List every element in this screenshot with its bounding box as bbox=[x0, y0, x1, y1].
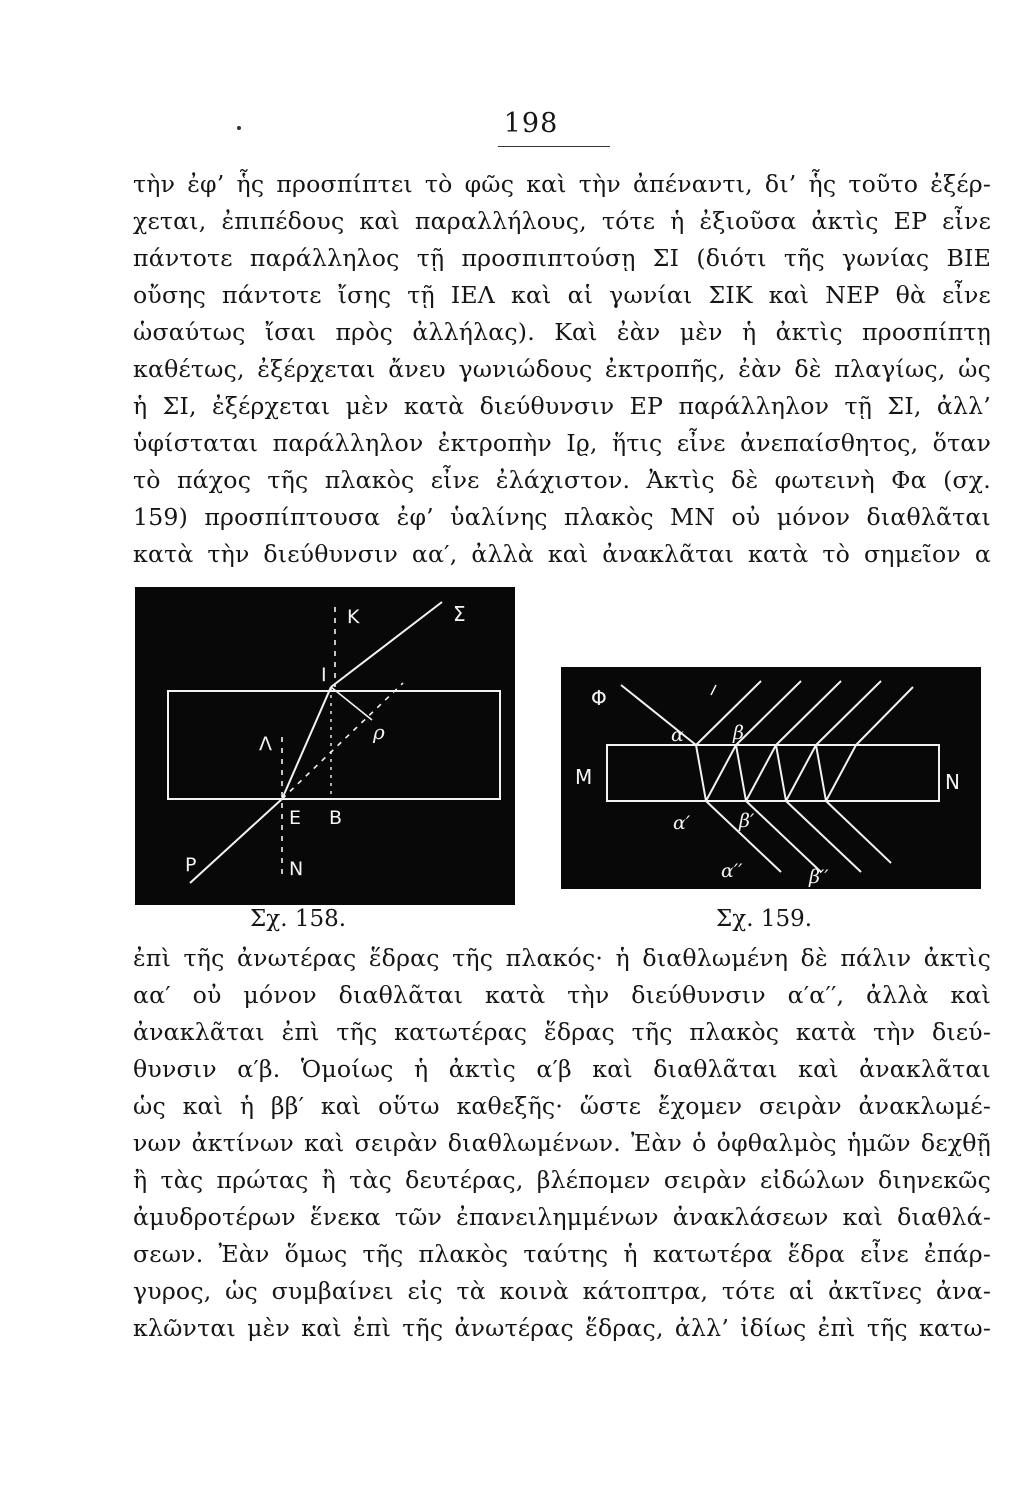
figure-159 bbox=[561, 667, 981, 889]
emergent-ray-3 bbox=[776, 681, 841, 745]
paragraph-top bbox=[133, 166, 991, 573]
text-line: θυνσιν α′β. Ὁμοίως ἡ ἀκτὶς α′β καὶ διαθλᾶται καὶ ἀνακλᾶται bbox=[133, 1055, 991, 1083]
label-b: β bbox=[733, 722, 744, 744]
text-line: τὸ πάχος τῆς πλακὸς εἶνε ἐλάχιστον. Ἀκτὶς δὲ φωτεινὴ Φα (σχ. bbox=[133, 466, 991, 494]
text-line: πάντοτε παράλληλος τῇ προσπιπτούσῃ ΣΙ (διότι τῆς γωνίας ΒΙΕ bbox=[133, 244, 991, 272]
label-a2: α′′ bbox=[721, 860, 743, 882]
extension-SI bbox=[282, 683, 403, 799]
glass-plate bbox=[168, 691, 500, 799]
label-B: Β bbox=[329, 807, 343, 829]
label-Phi: Φ bbox=[591, 686, 607, 710]
text-line: ἡ ΣΙ, ἐξέρχεται μὲν κατὰ διεύθυνσιν ΕΡ παράλληλον τῇ ΣΙ, ἀλλ’ bbox=[133, 392, 991, 420]
label-I: Ι bbox=[321, 664, 327, 686]
caption-159: Σχ. 159. bbox=[716, 906, 813, 932]
tick-mark bbox=[711, 685, 716, 695]
text-line: σεων. Ἐὰν ὅμως τῆς πλακὸς ταύτης ἡ κατωτέρα ἕδρα εἶνε ἐπάρ- bbox=[133, 1240, 991, 1268]
page-number-rule bbox=[498, 146, 610, 147]
figure-158 bbox=[135, 587, 515, 905]
text-line: ἀνακλᾶται ἐπὶ τῆς κατωτέρας ἕδρας τῆς πλακὸς κατὰ τὴν διεύ- bbox=[133, 1018, 991, 1046]
refract-b-b1 bbox=[736, 745, 746, 801]
text-line: κατὰ τὴν διεύθυνσιν αα′, ἀλλὰ καὶ ἀνακλᾶται κατὰ τὸ σημεῖον α bbox=[133, 540, 991, 568]
label-S: Σ bbox=[453, 602, 466, 626]
paragraph-bottom bbox=[133, 940, 991, 1347]
emergent-ray-7 bbox=[856, 687, 913, 745]
text-line: ὡς καὶ ἡ ββ′ καὶ οὕτω καθεξῆς· ὥστε ἔχομεν σειρὰν ἀνακλωμέ- bbox=[133, 1092, 991, 1120]
label-rho: ρ bbox=[373, 720, 385, 744]
text-line: ἢ τὰς πρώτας ἢ τὰς δευτέρας, βλέπομεν σειρὰν εἰδώλων διηνεκῶς bbox=[133, 1166, 991, 1194]
glass-plate-MN bbox=[607, 745, 939, 801]
text-line: τὴν ἐφ’ ἧς προσπίπτει τὸ φῶς καὶ τὴν ἀπέναντι, δι’ ἧς τοῦτο ἐξέρ- bbox=[133, 170, 991, 198]
internal-ray-6 bbox=[816, 745, 826, 801]
refracted-a-a1 bbox=[696, 745, 706, 801]
emergent-ray-b bbox=[736, 681, 801, 745]
reflect-a1-b bbox=[706, 745, 736, 801]
text-line: νων ἀκτίνων καὶ σειρὰν διαθλωμένων. Ἐὰν ὁ ὀφθαλμὸς ἡμῶν δεχθῇ bbox=[133, 1129, 991, 1157]
label-L: Λ bbox=[259, 733, 272, 755]
reflected-ray-a bbox=[696, 681, 761, 745]
label-P: Ρ bbox=[185, 854, 197, 876]
label-M: Μ bbox=[575, 765, 593, 789]
text-line: καθέτως, ἐξέρχεται ἄνευ γωνιώδους ἐκτροπῆς, ἐὰν δὲ πλαγίως, ὡς bbox=[133, 355, 991, 383]
emergent-ray-b2 bbox=[746, 801, 821, 872]
text-line: αα′ οὐ μόνον διαθλᾶται κατὰ τὴν διεύθυνσιν α′α′′, ἀλλὰ καὶ bbox=[133, 981, 991, 1009]
internal-ray-7 bbox=[826, 745, 856, 801]
internal-ray-5 bbox=[786, 745, 816, 801]
figure-158-diagram bbox=[135, 587, 515, 905]
internal-ray-3 bbox=[746, 745, 776, 801]
text-line: κλῶνται μὲν καὶ ἐπὶ τῆς ἀνωτέρας ἕδρας, ἀλλ’ ἰδίως ἐπὶ τῆς κατω- bbox=[133, 1314, 991, 1342]
emergent-ray-ER bbox=[190, 799, 282, 883]
text-line: ἐπὶ τῆς ἀνωτέρας ἕδρας τῆς πλακός· ἡ διαθλωμένη δὲ πάλιν ἀκτὶς bbox=[133, 944, 991, 972]
label-E: Ε bbox=[289, 807, 302, 829]
text-line: ὑφίσταται παράλληλον ἐκτροπὴν Ιϱ, ἥτις εἶνε ἀνεπαίσθητος, ὅταν bbox=[133, 429, 991, 457]
label-a1: α′ bbox=[673, 812, 691, 834]
text-line: 159) προσπίπτουσα ἐφ’ ὑαλίνης πλακὸς ΜΝ οὐ μόνον διαθλᾶται bbox=[133, 503, 991, 531]
label-a: α bbox=[671, 724, 684, 746]
figure-159-diagram bbox=[561, 667, 981, 889]
incident-ray-Phi-a bbox=[621, 685, 696, 745]
text-line: οὔσης πάντοτε ἴσης τῇ ΙΕΛ καὶ αἱ γωνίαι ΣΙΚ καὶ ΝΕΡ θὰ εἶνε bbox=[133, 281, 991, 309]
refracted-ray-IE bbox=[282, 687, 331, 799]
label-b1: β′ bbox=[739, 810, 755, 832]
internal-ray-4 bbox=[776, 745, 786, 801]
emergent-ray-4 bbox=[786, 801, 861, 872]
caption-158: Σχ. 158. bbox=[250, 906, 347, 932]
text-line: χεται, ἐπιπέδους καὶ παραλλήλους, τότε ἡ ἐξιοῦσα ἀκτὶς ΕΡ εἶνε bbox=[133, 207, 991, 235]
emergent-ray-6 bbox=[826, 801, 891, 863]
label-N: Ν bbox=[289, 858, 304, 880]
emergent-ray-5 bbox=[816, 681, 881, 745]
label-K: Κ bbox=[347, 606, 360, 628]
label-N: Ν bbox=[945, 770, 960, 794]
text-line: ὡσαύτως ἴσαι πρὸς ἀλλήλας). Καὶ ἐὰν μὲν ἡ ἀκτὶς προσπίπτῃ bbox=[133, 318, 991, 346]
text-line: ἀμυδροτέρων ἕνεκα τῶν ἐπανειλημμένων ἀνακλάσεων καὶ διαθλά- bbox=[133, 1203, 991, 1231]
text-line: γυρος, ὡς συμβαίνει εἰς τὰ κοινὰ κάτοπτρα, τότε αἱ ἀκτῖνες ἀνα- bbox=[133, 1277, 991, 1305]
page-number: 198 bbox=[503, 108, 559, 139]
label-b2: β′′ bbox=[809, 866, 829, 888]
